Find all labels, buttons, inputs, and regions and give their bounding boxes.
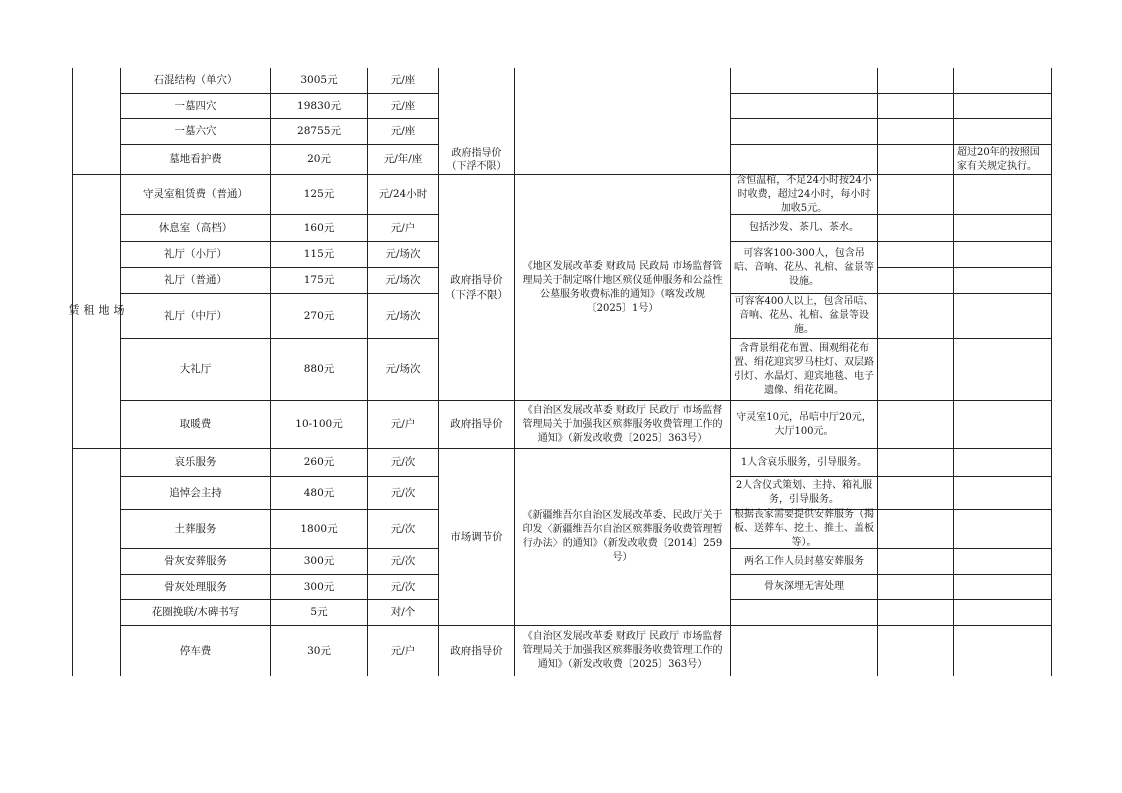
item-unit: 元/次 <box>390 555 416 567</box>
basis-document: 《自治区发展改革委 财政厅 民政厅 市场监督管理局关于加强我区殡葬服务收费管理工作的通知》（新发改收费〔2025〕363号） <box>522 404 723 444</box>
item-price: 3005元 <box>300 74 338 86</box>
group-label-venue-rental: 场 地 租 赁 <box>67 304 125 319</box>
item-name: 大礼厅 <box>179 363 212 375</box>
basis-document: 《新疆维吾尔自治区发展改革委、民政厅关于印发〈新疆维吾尔自治区殡葬服务收费管理暂行办法〉的通知》（新发改收费〔2014〕259号） <box>522 510 723 563</box>
item-unit: 元/场次 <box>385 274 421 286</box>
item-price: 125元 <box>303 188 335 200</box>
item-name: 一墓六穴 <box>174 125 217 137</box>
item-unit: 元/次 <box>390 580 416 593</box>
item-name: 礼厅（普通） <box>164 274 227 286</box>
item-unit: 对/个 <box>390 606 416 618</box>
item-price: 30元 <box>307 644 331 657</box>
item-price: 880元 <box>303 363 335 375</box>
item-unit: 元/场次 <box>385 248 421 260</box>
item-price: 20元 <box>307 153 331 165</box>
item-price: 270元 <box>303 309 335 322</box>
item-description: 根据丧家需要提供安葬服务（揭板、送葬车、挖土、推土、盖板等）。 <box>734 509 874 548</box>
item-description: 守灵室10元，吊唁中厅20元，大厅100元。 <box>736 411 872 437</box>
item-price: 300元 <box>303 555 335 567</box>
item-description: 1人含哀乐服务，引导服务。 <box>740 456 868 468</box>
item-name: 土葬服务 <box>174 522 217 535</box>
item-unit: 元/户 <box>390 221 416 234</box>
item-price: 260元 <box>303 456 335 468</box>
item-name: 守灵室租赁费（普通） <box>143 188 248 200</box>
item-price: 175元 <box>303 274 335 286</box>
item-name: 骨灰安葬服务 <box>164 555 227 567</box>
item-description: 两名工作人员封墓安葬服务 <box>744 555 864 567</box>
remark: 超过20年的按照国家有关规定执行。 <box>957 146 1040 172</box>
item-unit: 元/户 <box>390 418 416 430</box>
item-name: 墓地看护费 <box>169 153 222 165</box>
item-price: 19830元 <box>297 99 341 112</box>
pricing-type: 政府指导价 <box>450 418 503 430</box>
item-unit: 元/户 <box>390 644 416 657</box>
pricing-type: 政府指导价 <box>450 644 503 657</box>
item-price: 300元 <box>303 580 335 593</box>
item-unit: 元/场次 <box>385 309 421 322</box>
pricing-type: 政府指导价 （下浮不限） <box>446 147 507 172</box>
pricing-type: 政府指导价 （下浮不限） <box>445 273 508 301</box>
item-description: 包括沙发、茶几、茶水。 <box>749 222 859 233</box>
item-unit: 元/次 <box>390 456 416 468</box>
item-unit: 元/座 <box>390 125 416 137</box>
item-price: 160元 <box>303 221 335 234</box>
basis-document: 《自治区发展改革委 财政厅 民政厅 市场监督管理局关于加强我区殡葬服务收费管理工作的通知》（新发改收费〔2025〕363号） <box>522 631 723 670</box>
item-description: 可容客100-300人，包含吊唁、音响、花丛、礼棺、盆景等设施。 <box>734 247 874 287</box>
item-price: 1800元 <box>300 522 338 535</box>
item-unit: 元/座 <box>390 99 416 112</box>
item-name: 停车费 <box>179 644 212 657</box>
item-price: 28755元 <box>297 125 341 137</box>
basis-document: 《地区发展改革委 财政局 民政局 市场监督管理局关于制定喀什地区殡仪延伸服务和公益性公墓服务收费标准的通知》（喀发改规〔2025〕1号） <box>522 260 723 314</box>
item-name: 休息室（高档） <box>158 221 233 234</box>
item-name: 哀乐服务 <box>174 456 217 468</box>
item-name: 石混结构（单穴） <box>153 74 238 86</box>
item-description: 骨灰深埋无害处理 <box>764 581 844 592</box>
item-description: 含背景绢花布置、围观绢花布置、绢花迎宾罗马柱灯、双层路引灯、水晶灯、迎宾地毯、电子遗像、绢花花圈。 <box>734 342 874 396</box>
item-name: 一墓四穴 <box>174 99 217 112</box>
item-name: 礼厅（小厅） <box>164 248 227 260</box>
item-name: 取暖费 <box>179 418 212 430</box>
item-unit: 元/座 <box>390 74 416 86</box>
item-description: 可容客400人以上，包含吊唁、音响、花丛、礼棺、盆景等设施。 <box>734 296 874 335</box>
item-unit: 元/次 <box>390 522 416 535</box>
item-name: 骨灰处理服务 <box>164 580 227 593</box>
item-price: 10-100元 <box>295 418 343 430</box>
item-unit: 元/场次 <box>385 363 421 375</box>
item-price: 115元 <box>303 248 335 260</box>
item-description: 含恒温棺，不足24小时按24小时收费，超过24小时，每小时加收5元。 <box>736 174 872 214</box>
item-unit: 元/次 <box>390 486 416 499</box>
item-name: 追悼会主持 <box>169 486 222 499</box>
item-unit: 元/24小时 <box>378 188 428 200</box>
item-price: 480元 <box>303 486 335 499</box>
item-description: 2人含仪式策划、主持、箱礼服务，引导服务。 <box>735 480 873 505</box>
item-name: 礼厅（中厅） <box>164 309 227 322</box>
item-name: 花圈挽联/木碑书写 <box>151 606 240 618</box>
item-unit: 元/年/座 <box>383 153 423 165</box>
item-price: 5元 <box>310 606 328 618</box>
pricing-type: 市场调节价 <box>450 530 503 543</box>
